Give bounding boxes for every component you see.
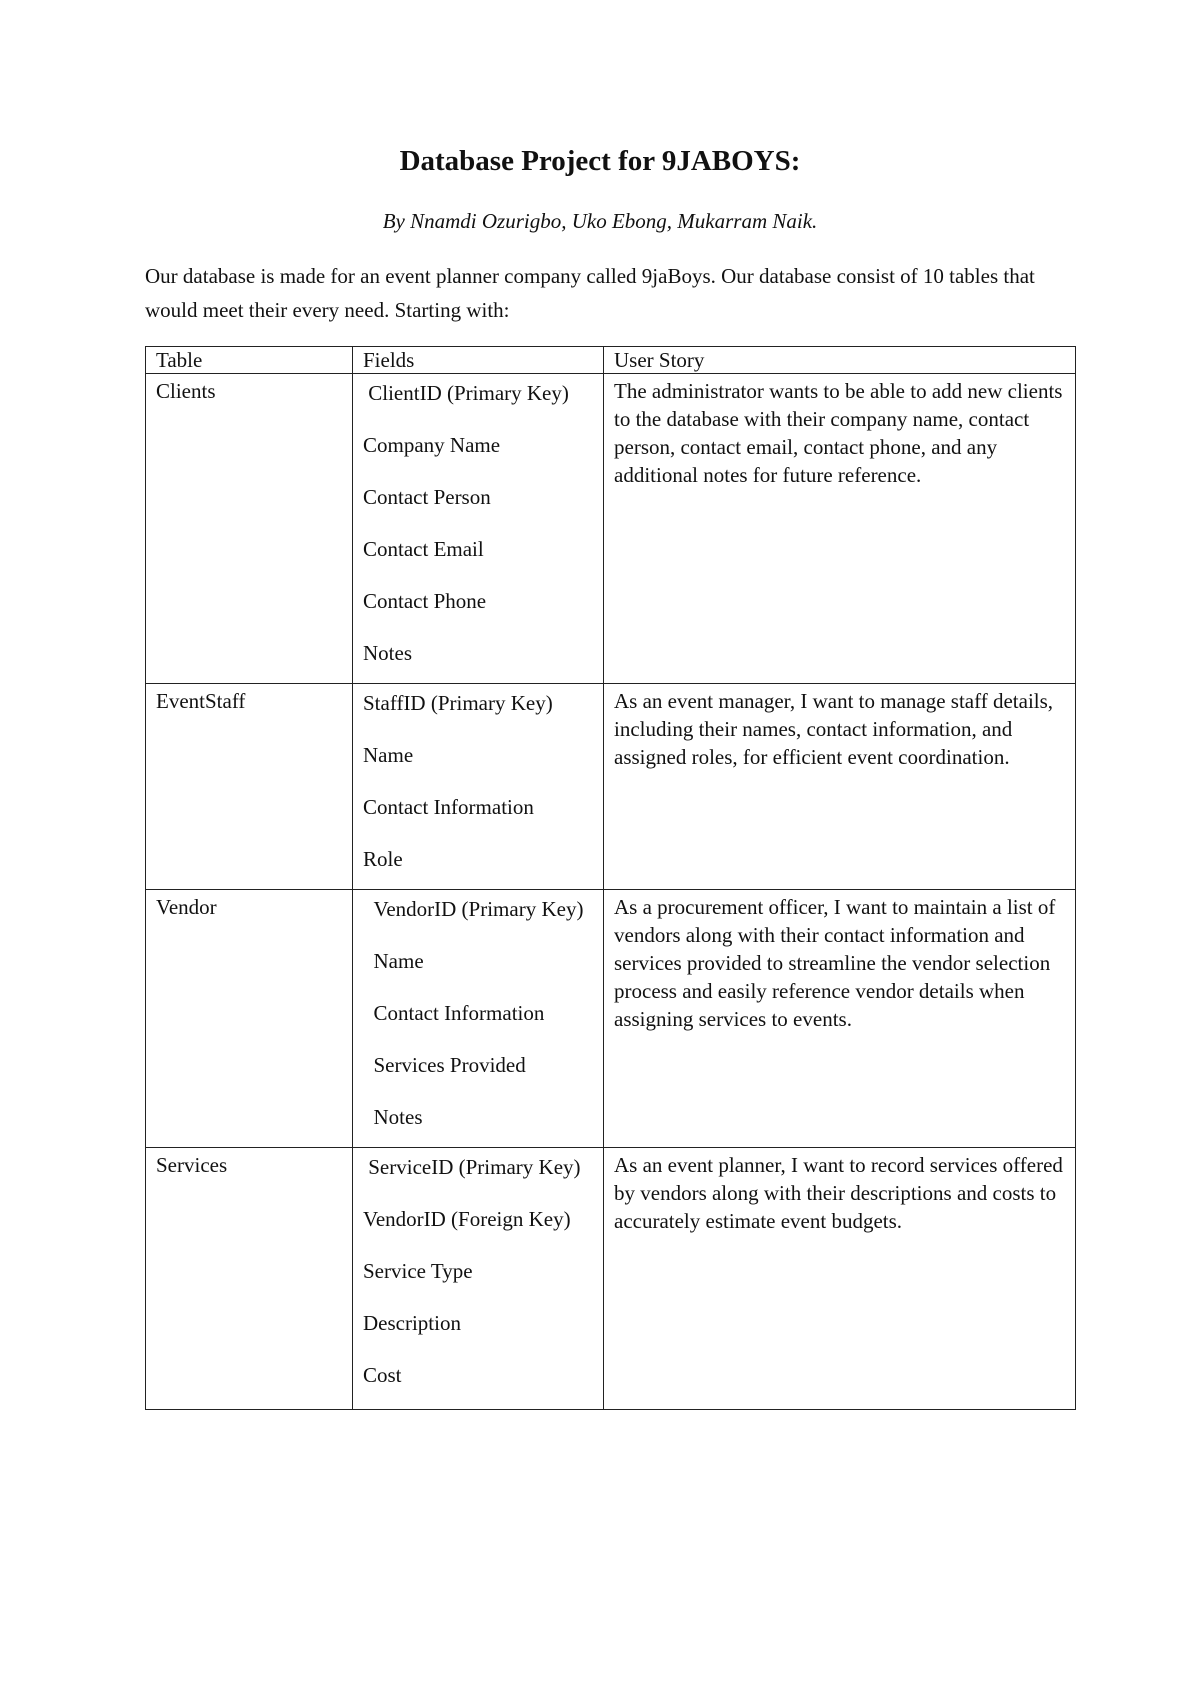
field-item: Notes: [363, 641, 412, 665]
document-title: Database Project for 9JABOYS:: [399, 145, 801, 177]
fields-list: [363, 893, 595, 1147]
fields-cell: [353, 684, 604, 890]
header-table: Table: [146, 347, 353, 374]
field-item: Role: [363, 847, 403, 871]
field-item: Contact Information: [363, 795, 534, 819]
table-name-cell: EventStaff: [146, 684, 353, 890]
field-item: Name: [363, 743, 414, 767]
field-item: VendorID (Primary Key): [363, 897, 584, 921]
fields-cell: [353, 1148, 604, 1410]
field-item: Notes: [363, 1105, 423, 1129]
header-fields: Fields: [353, 347, 604, 374]
table-name-cell: Services: [146, 1148, 353, 1410]
fields-cell: [353, 890, 604, 1148]
field-item: ClientID (Primary Key): [363, 381, 569, 405]
field-item: Cost: [363, 1363, 402, 1387]
field-item: StaffID (Primary Key): [363, 691, 553, 715]
table-row: [146, 684, 1076, 890]
fields-cell: [353, 374, 604, 684]
document-authors: By Nnamdi Ozurigbo, Uko Ebong, Mukarram Naik.: [382, 209, 818, 233]
fields-list: [363, 1151, 595, 1409]
field-item: Services Provided: [363, 1053, 526, 1077]
intro-paragraph: Our database is made for an event planner company called 9jaBoys. Our database consist of 10 tables that would meet their every need. Starting with:: [145, 264, 1035, 322]
header-user-story: User Story: [604, 347, 1076, 374]
table-row: [146, 374, 1076, 684]
fields-list: [363, 687, 595, 889]
field-item: VendorID (Foreign Key): [363, 1207, 571, 1231]
field-item: Contact Email: [363, 537, 484, 561]
table-row: [146, 1148, 1076, 1410]
field-item: ServiceID (Primary Key): [363, 1155, 581, 1179]
field-item: Contact Person: [363, 485, 491, 509]
field-item: Contact Phone: [363, 589, 487, 613]
table-row: [146, 890, 1076, 1148]
user-story-cell: The administrator wants to be able to add new clients to the database with their company name, contact person, contact email, contact phone, and any additional notes for future reference.: [604, 374, 1076, 684]
user-story-cell: As an event planner, I want to record services offered by vendors along with their descriptions and costs to accurately estimate event budgets.: [604, 1148, 1076, 1410]
table-name-cell: Clients: [146, 374, 353, 684]
table-header-row: [146, 347, 1076, 374]
field-item: Contact Information: [363, 1001, 545, 1025]
field-item: Name: [363, 949, 424, 973]
user-story-cell: As an event manager, I want to manage staff details, including their names, contact information, and assigned roles, for efficient event coordination.: [604, 684, 1076, 890]
field-item: Service Type: [363, 1259, 473, 1283]
user-story-cell: As a procurement officer, I want to maintain a list of vendors along with their contact information and services provided to streamline the vendor selection process and easily reference vendor details when assigning services to events.: [604, 890, 1076, 1148]
table-name-cell: Vendor: [146, 890, 353, 1148]
field-item: Description: [363, 1311, 461, 1335]
field-item: Company Name: [363, 433, 501, 457]
fields-list: [363, 377, 595, 683]
schema-table: [145, 346, 1076, 1410]
